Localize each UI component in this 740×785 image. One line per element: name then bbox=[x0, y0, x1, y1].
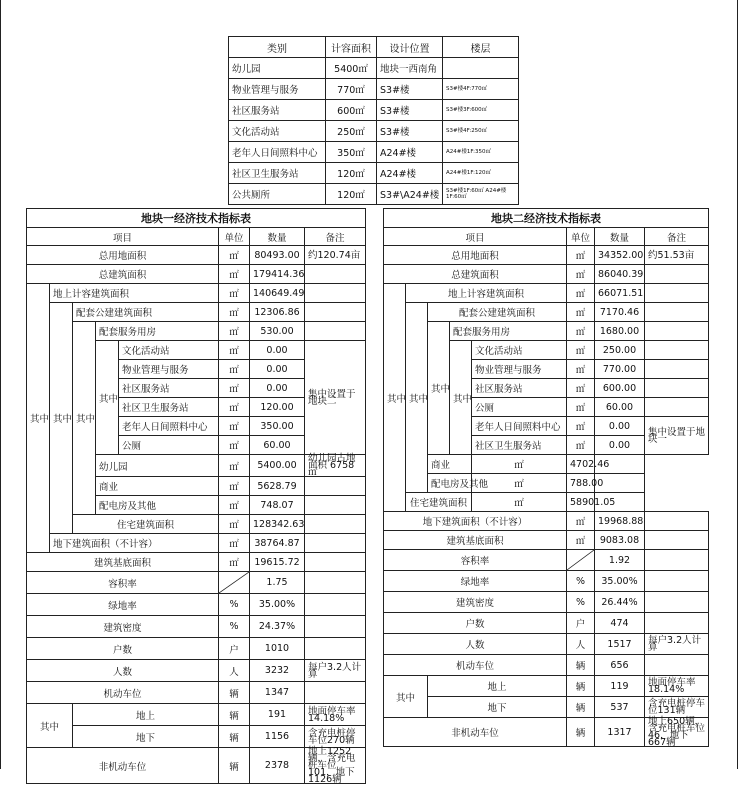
unit-cell: 辆 bbox=[219, 748, 250, 784]
unit-cell: ㎡ bbox=[472, 474, 567, 493]
row-label: 老年人日间照料中心 bbox=[472, 417, 567, 436]
unit-cell: 户 bbox=[219, 638, 250, 660]
unit-cell: ㎡ bbox=[567, 531, 595, 550]
row-label: 配套服务用房 bbox=[450, 322, 567, 341]
note-cell bbox=[645, 265, 709, 284]
row-label: 配电房及其他 bbox=[96, 496, 219, 515]
unit-cell: ㎡ bbox=[219, 515, 250, 534]
note-cell bbox=[305, 284, 366, 303]
table-row bbox=[229, 79, 519, 100]
unit-cell: ㎡ bbox=[567, 265, 595, 284]
note-cell bbox=[645, 379, 709, 398]
unit-cell: ㎡ bbox=[219, 265, 250, 284]
category-cell: 公共厕所 bbox=[229, 184, 326, 205]
table-row bbox=[229, 184, 519, 205]
value-cell: 770.00 bbox=[595, 360, 645, 379]
page-border-right bbox=[737, 0, 738, 769]
value-cell: 5400.00 bbox=[250, 455, 305, 477]
unit-cell: 辆 bbox=[567, 676, 595, 697]
unit-cell: ㎡ bbox=[567, 436, 595, 455]
location-cell: A24#楼 bbox=[377, 163, 443, 184]
qizhong-label: 其中 bbox=[428, 322, 450, 455]
value-cell: 119 bbox=[595, 676, 645, 697]
row-label: 建筑基底面积 bbox=[384, 531, 567, 550]
note-cell: 约51.53亩 bbox=[645, 246, 709, 265]
location-cell: S3#\A24#楼 bbox=[377, 184, 443, 205]
floor-cell: S3#楼3F:600㎡ bbox=[443, 100, 519, 121]
note-cell: 幼儿园占地面积 6758㎡ bbox=[305, 455, 366, 477]
unit-cell: ㎡ bbox=[567, 512, 595, 531]
unit-cell: ㎡ bbox=[567, 360, 595, 379]
header-cell: 项目 bbox=[384, 228, 567, 246]
location-cell: A24#楼 bbox=[377, 142, 443, 163]
header-cell: 备注 bbox=[305, 228, 366, 246]
category-cell: 社区卫生服务站 bbox=[229, 163, 326, 184]
value-cell: 1.92 bbox=[595, 550, 645, 571]
header-cell: 计容面积 bbox=[326, 37, 377, 58]
row-label: 物业管理与服务 bbox=[119, 360, 219, 379]
row-label: 地上 bbox=[73, 704, 219, 726]
header-cell: 类别 bbox=[229, 37, 326, 58]
unit-cell: 辆 bbox=[219, 704, 250, 726]
value-cell: 0.00 bbox=[595, 417, 645, 436]
note-cell bbox=[305, 265, 366, 284]
note-cell bbox=[645, 550, 709, 571]
unit-cell: ㎡ bbox=[219, 379, 250, 398]
location-cell: S3#楼 bbox=[377, 100, 443, 121]
note-cell bbox=[305, 322, 366, 341]
note-cell bbox=[645, 613, 709, 634]
unit-cell: ㎡ bbox=[219, 436, 250, 455]
note-cell bbox=[645, 322, 709, 341]
row-label: 绿地率 bbox=[27, 594, 219, 616]
unit-cell: ㎡ bbox=[219, 303, 250, 322]
qizhong-label: 其中 bbox=[50, 303, 73, 534]
header-cell: 单位 bbox=[567, 228, 595, 246]
row-label: 地下建筑面积（不计容） bbox=[50, 534, 219, 553]
value-cell: 128342.63 bbox=[250, 515, 305, 534]
unit-cell: ㎡ bbox=[472, 455, 567, 474]
value-cell: 3232 bbox=[250, 660, 305, 682]
qizhong-label: 其中 bbox=[450, 341, 472, 455]
header-cell: 设计位置 bbox=[377, 37, 443, 58]
row-label: 建筑密度 bbox=[384, 592, 567, 613]
value-cell: 35.00% bbox=[595, 571, 645, 592]
row-label: 公厕 bbox=[119, 436, 219, 455]
value-cell: 2378 bbox=[250, 748, 305, 784]
floor-cell bbox=[443, 58, 519, 79]
row-label: 地下 bbox=[428, 697, 567, 718]
row-label: 物业管理与服务 bbox=[472, 360, 567, 379]
floor-cell: S3#楼4F:770㎡ bbox=[443, 79, 519, 100]
note-cell: 每户3.2人计算 bbox=[645, 634, 709, 655]
note-cell bbox=[305, 534, 366, 553]
row-label: 地下 bbox=[73, 726, 219, 748]
row-label: 商业 bbox=[96, 477, 219, 496]
row-label: 绿地率 bbox=[384, 571, 567, 592]
category-cell: 幼儿园 bbox=[229, 58, 326, 79]
area-cell: 600㎡ bbox=[326, 100, 377, 121]
note-cell bbox=[305, 638, 366, 660]
area-cell: 120㎡ bbox=[326, 184, 377, 205]
value-cell: 748.07 bbox=[250, 496, 305, 515]
unit-cell: ㎡ bbox=[219, 341, 250, 360]
qizhong-label: 其中 bbox=[384, 284, 406, 512]
unit-cell: ㎡ bbox=[567, 303, 595, 322]
unit-cell: ㎡ bbox=[567, 398, 595, 417]
location-cell: S3#楼 bbox=[377, 79, 443, 100]
qizhong-label: 其中 bbox=[27, 704, 73, 748]
plot1-indicator-table bbox=[26, 208, 366, 784]
unit-cell: ㎡ bbox=[219, 496, 250, 515]
row-label: 公厕 bbox=[472, 398, 567, 417]
unit-cell: ㎡ bbox=[567, 417, 595, 436]
unit-cell: % bbox=[219, 616, 250, 638]
row-label: 总用地面积 bbox=[384, 246, 567, 265]
row-label: 机动车位 bbox=[27, 682, 219, 704]
value-cell: 12306.86 bbox=[250, 303, 305, 322]
unit-cell: ㎡ bbox=[219, 534, 250, 553]
table-row bbox=[229, 163, 519, 184]
row-label: 文化活动站 bbox=[119, 341, 219, 360]
table-title: 地块二经济技术指标表 bbox=[384, 209, 709, 228]
row-label: 人数 bbox=[27, 660, 219, 682]
row-label: 商业 bbox=[428, 455, 472, 474]
header-cell: 楼层 bbox=[443, 37, 519, 58]
value-cell: 1156 bbox=[250, 726, 305, 748]
note-cell bbox=[305, 553, 366, 572]
value-cell: 1317 bbox=[595, 718, 645, 747]
table-header-row bbox=[229, 37, 519, 58]
value-cell: 1347 bbox=[250, 682, 305, 704]
note-cell: 集中设置于地块二 bbox=[305, 341, 366, 455]
note-cell bbox=[305, 303, 366, 322]
value-cell: 1010 bbox=[250, 638, 305, 660]
note-cell: 地面停车率18.14% bbox=[645, 676, 709, 697]
row-label: 社区卫生服务站 bbox=[119, 398, 219, 417]
area-cell: 770㎡ bbox=[326, 79, 377, 100]
category-cell: 文化活动站 bbox=[229, 121, 326, 142]
value-cell: 788.00 bbox=[567, 474, 595, 493]
unit-cell: ㎡ bbox=[219, 398, 250, 417]
value-cell: 191 bbox=[250, 704, 305, 726]
unit-cell-slashed bbox=[567, 550, 595, 571]
unit-cell: % bbox=[567, 571, 595, 592]
row-label: 机动车位 bbox=[384, 655, 567, 676]
row-label: 社区服务站 bbox=[472, 379, 567, 398]
category-cell: 社区服务站 bbox=[229, 100, 326, 121]
row-label: 容积率 bbox=[27, 572, 219, 594]
row-label: 非机动车位 bbox=[27, 748, 219, 784]
unit-cell: ㎡ bbox=[219, 284, 250, 303]
category-cell: 老年人日间照料中心 bbox=[229, 142, 326, 163]
qizhong-label: 其中 bbox=[384, 676, 428, 718]
note-cell: 含充电桩停车位270辆 bbox=[305, 726, 366, 748]
value-cell: 58901.05 bbox=[567, 493, 595, 512]
unit-cell: % bbox=[219, 594, 250, 616]
value-cell: 19615.72 bbox=[250, 553, 305, 572]
row-label: 建筑密度 bbox=[27, 616, 219, 638]
row-label: 配套服务用房 bbox=[96, 322, 219, 341]
note-cell bbox=[645, 512, 709, 531]
row-label: 地上计容建筑面积 bbox=[50, 284, 219, 303]
value-cell: 0.00 bbox=[250, 360, 305, 379]
row-label: 幼儿园 bbox=[96, 455, 219, 477]
qizhong-label: 其中 bbox=[27, 284, 50, 553]
qizhong-label: 其中 bbox=[73, 322, 96, 515]
row-label: 总用地面积 bbox=[27, 246, 219, 265]
note-cell bbox=[305, 616, 366, 638]
note-cell bbox=[645, 360, 709, 379]
value-cell: 0.00 bbox=[250, 379, 305, 398]
table-row bbox=[229, 100, 519, 121]
unit-cell: 人 bbox=[567, 634, 595, 655]
floor-cell: A24#楼1F:350㎡ bbox=[443, 142, 519, 163]
value-cell: 60.00 bbox=[250, 436, 305, 455]
unit-cell: 辆 bbox=[219, 726, 250, 748]
value-cell: 24.37% bbox=[250, 616, 305, 638]
value-cell: 86040.39 bbox=[595, 265, 645, 284]
floor-cell: S3#楼4F:250㎡ bbox=[443, 121, 519, 142]
note-cell: 每户3.2人计算 bbox=[305, 660, 366, 682]
facility-table bbox=[228, 36, 519, 205]
value-cell: 1517 bbox=[595, 634, 645, 655]
row-label: 配电房及其他 bbox=[428, 474, 472, 493]
unit-cell: 辆 bbox=[567, 718, 595, 747]
value-cell: 530.00 bbox=[250, 322, 305, 341]
location-cell: 地块一西南角 bbox=[377, 58, 443, 79]
location-cell: S3#楼 bbox=[377, 121, 443, 142]
unit-cell: ㎡ bbox=[567, 246, 595, 265]
header-cell: 数量 bbox=[595, 228, 645, 246]
note-cell bbox=[645, 341, 709, 360]
unit-cell-slashed bbox=[219, 572, 250, 594]
value-cell: 35.00% bbox=[250, 594, 305, 616]
row-label: 地上计容建筑面积 bbox=[406, 284, 567, 303]
row-label: 配套公建建筑面积 bbox=[428, 303, 567, 322]
qizhong-label: 其中 bbox=[96, 341, 119, 455]
area-cell: 120㎡ bbox=[326, 163, 377, 184]
value-cell: 19968.88 bbox=[595, 512, 645, 531]
value-cell: 1680.00 bbox=[595, 322, 645, 341]
unit-cell: ㎡ bbox=[567, 379, 595, 398]
note-cell bbox=[305, 594, 366, 616]
value-cell: 9083.08 bbox=[595, 531, 645, 550]
unit-cell: ㎡ bbox=[219, 246, 250, 265]
note-cell bbox=[645, 592, 709, 613]
value-cell: 38764.87 bbox=[250, 534, 305, 553]
value-cell: 0.00 bbox=[595, 436, 645, 455]
value-cell: 179414.36 bbox=[250, 265, 305, 284]
unit-cell: ㎡ bbox=[219, 360, 250, 379]
note-cell bbox=[305, 572, 366, 594]
header-cell: 单位 bbox=[219, 228, 250, 246]
row-label: 住宅建筑面积 bbox=[406, 493, 472, 512]
unit-cell: ㎡ bbox=[219, 417, 250, 436]
value-cell: 7170.46 bbox=[595, 303, 645, 322]
unit-cell: 户 bbox=[567, 613, 595, 634]
note-cell bbox=[645, 571, 709, 592]
table-title: 地块一经济技术指标表 bbox=[27, 209, 366, 228]
note-cell bbox=[645, 398, 709, 417]
value-cell: 5628.79 bbox=[250, 477, 305, 496]
unit-cell: 人 bbox=[219, 660, 250, 682]
unit-cell: ㎡ bbox=[567, 322, 595, 341]
page-border-left bbox=[0, 0, 1, 769]
row-label: 建筑基底面积 bbox=[27, 553, 219, 572]
floor-cell: A24#楼1F:120㎡ bbox=[443, 163, 519, 184]
unit-cell: 辆 bbox=[567, 697, 595, 718]
unit-cell: ㎡ bbox=[219, 322, 250, 341]
row-label: 地下建筑面积（不计容） bbox=[384, 512, 567, 531]
note-cell: 地上1252辆，含充电桩车位101，地下1126辆 bbox=[305, 748, 366, 784]
row-label: 地上 bbox=[428, 676, 567, 697]
value-cell: 120.00 bbox=[250, 398, 305, 417]
row-label: 社区卫生服务站 bbox=[472, 436, 567, 455]
header-cell: 备注 bbox=[645, 228, 709, 246]
note-cell bbox=[305, 477, 366, 496]
note-cell: 含充电桩停车位131辆 bbox=[645, 697, 709, 718]
value-cell: 66071.51 bbox=[595, 284, 645, 303]
row-label: 总建筑面积 bbox=[384, 265, 567, 284]
category-cell: 物业管理与服务 bbox=[229, 79, 326, 100]
row-label: 老年人日间照料中心 bbox=[119, 417, 219, 436]
note-cell: 集中设置于地块一 bbox=[645, 417, 709, 455]
note-cell bbox=[645, 531, 709, 550]
value-cell: 1.75 bbox=[250, 572, 305, 594]
value-cell: 60.00 bbox=[595, 398, 645, 417]
header-cell: 数量 bbox=[250, 228, 305, 246]
value-cell: 4702.46 bbox=[567, 455, 595, 474]
unit-cell: ㎡ bbox=[219, 455, 250, 477]
value-cell: 537 bbox=[595, 697, 645, 718]
row-label: 户数 bbox=[384, 613, 567, 634]
row-label: 文化活动站 bbox=[472, 341, 567, 360]
table-row bbox=[229, 121, 519, 142]
unit-cell: 辆 bbox=[219, 682, 250, 704]
row-label: 非机动车位 bbox=[384, 718, 567, 747]
value-cell: 140649.49 bbox=[250, 284, 305, 303]
note-cell bbox=[305, 515, 366, 534]
note-cell bbox=[645, 303, 709, 322]
value-cell: 26.44% bbox=[595, 592, 645, 613]
value-cell: 34352.00 bbox=[595, 246, 645, 265]
row-label: 社区服务站 bbox=[119, 379, 219, 398]
value-cell: 350.00 bbox=[250, 417, 305, 436]
area-cell: 250㎡ bbox=[326, 121, 377, 142]
note-cell bbox=[305, 682, 366, 704]
value-cell: 474 bbox=[595, 613, 645, 634]
value-cell: 250.00 bbox=[595, 341, 645, 360]
note-cell bbox=[645, 284, 709, 303]
value-cell: 0.00 bbox=[250, 341, 305, 360]
unit-cell: % bbox=[567, 592, 595, 613]
row-label: 总建筑面积 bbox=[27, 265, 219, 284]
floor-cell: S3#楼1F:60㎡ A24#楼1F:60㎡ bbox=[443, 184, 519, 205]
unit-cell: ㎡ bbox=[219, 553, 250, 572]
unit-cell: ㎡ bbox=[472, 493, 567, 512]
value-cell: 80493.00 bbox=[250, 246, 305, 265]
row-label: 人数 bbox=[384, 634, 567, 655]
unit-cell: ㎡ bbox=[567, 341, 595, 360]
unit-cell: ㎡ bbox=[567, 284, 595, 303]
note-cell: 地面停车率14.18% bbox=[305, 704, 366, 726]
note-cell: 约120.74亩 bbox=[305, 246, 366, 265]
row-label: 住宅建筑面积 bbox=[73, 515, 219, 534]
unit-cell: ㎡ bbox=[219, 477, 250, 496]
note-cell bbox=[645, 655, 709, 676]
plot2-indicator-table bbox=[383, 208, 709, 747]
unit-cell: 辆 bbox=[567, 655, 595, 676]
table-row bbox=[229, 142, 519, 163]
note-cell: 地上650辆，含充电桩车位46，地下667辆 bbox=[645, 718, 709, 747]
value-cell: 600.00 bbox=[595, 379, 645, 398]
qizhong-label: 其中 bbox=[406, 303, 428, 493]
row-label: 户数 bbox=[27, 638, 219, 660]
row-label: 配套公建建筑面积 bbox=[73, 303, 219, 322]
note-cell bbox=[305, 496, 366, 515]
header-cell: 项目 bbox=[27, 228, 219, 246]
row-label: 容积率 bbox=[384, 550, 567, 571]
area-cell: 5400㎡ bbox=[326, 58, 377, 79]
value-cell: 656 bbox=[595, 655, 645, 676]
area-cell: 350㎡ bbox=[326, 142, 377, 163]
table-row bbox=[229, 58, 519, 79]
